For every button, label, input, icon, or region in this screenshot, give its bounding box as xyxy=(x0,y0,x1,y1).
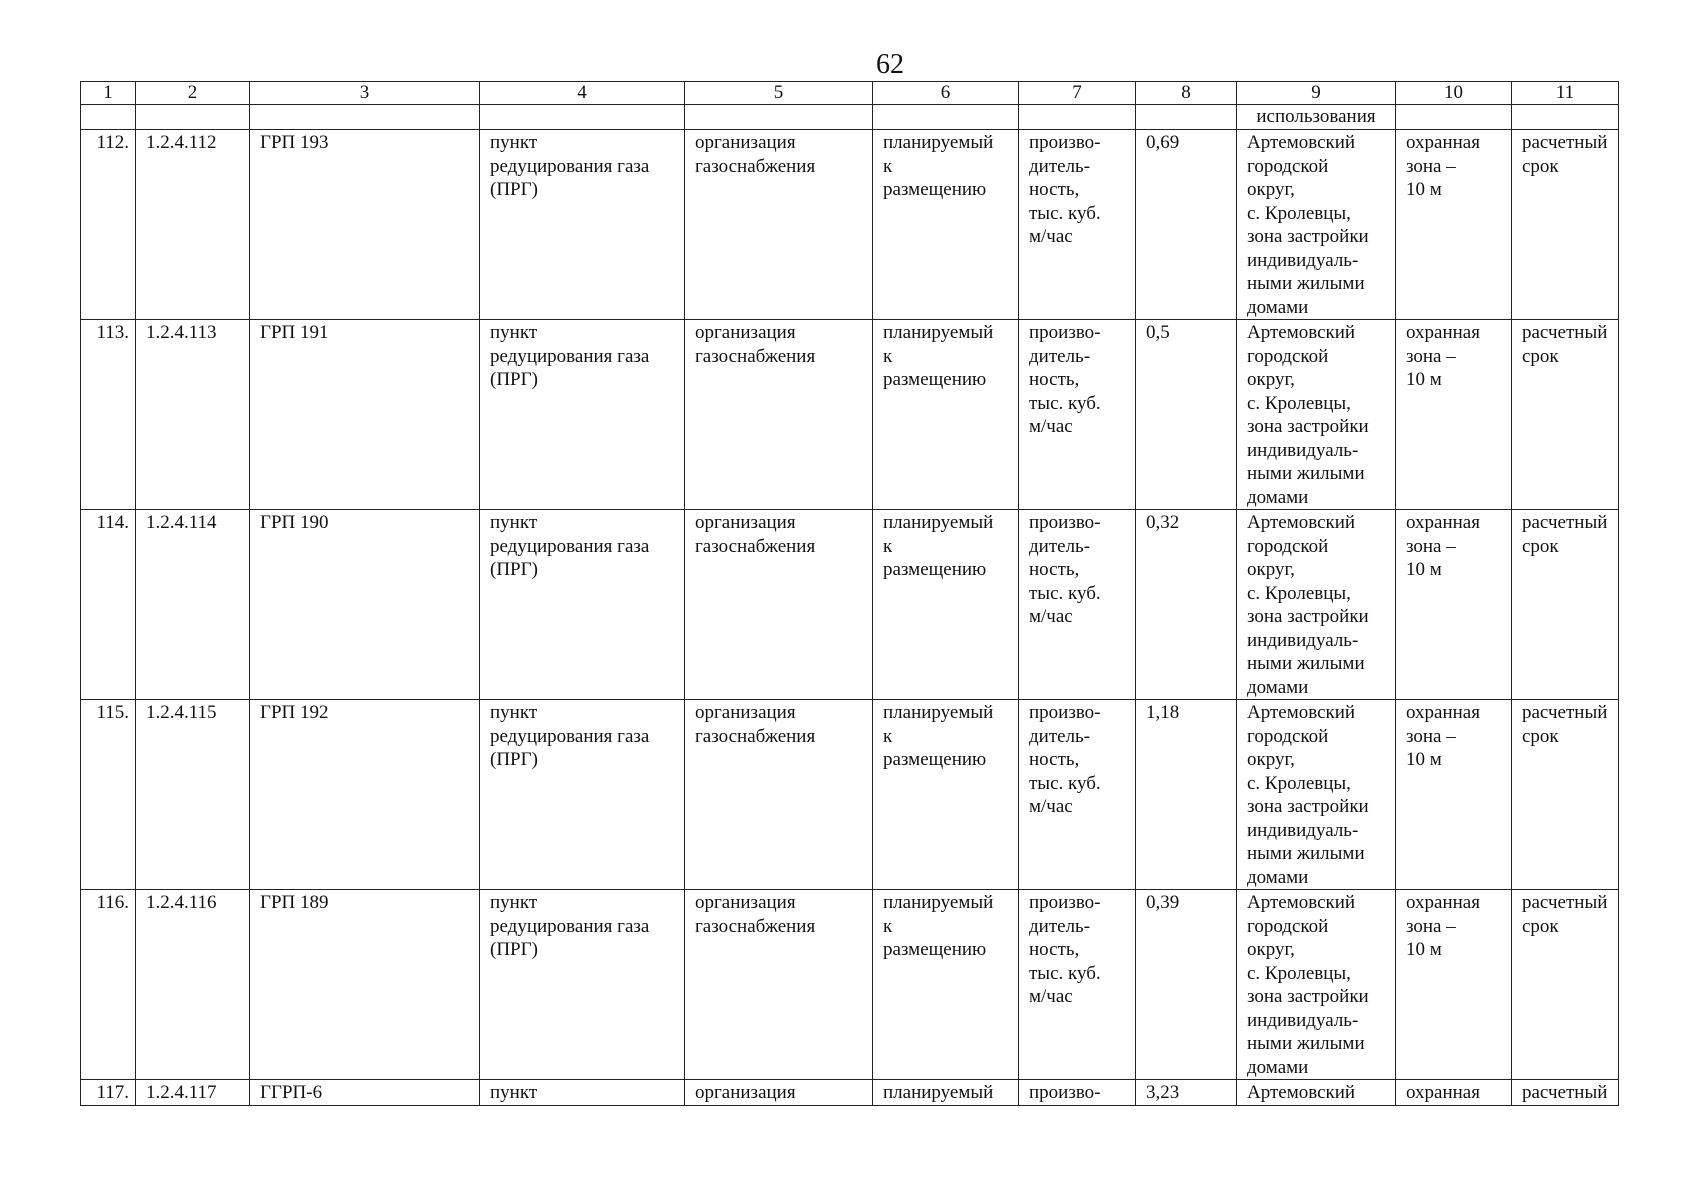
column-header: 3 xyxy=(250,82,480,105)
table-row xyxy=(81,510,1619,700)
table-row xyxy=(81,700,1619,890)
row-code: 1.2.4.112 xyxy=(136,130,250,320)
column-header: 6 xyxy=(873,82,1019,105)
column-header: 2 xyxy=(136,82,250,105)
location: Артемовский городской округ, с. Кролевцы, зона застройки индивидуаль- ными жилыми домами xyxy=(1237,510,1396,700)
zone: охранная зона – 10 м xyxy=(1396,130,1512,320)
row-number: 114. xyxy=(81,510,136,700)
row-number: 115. xyxy=(81,700,136,890)
continuation-cell xyxy=(873,105,1019,130)
row-code: 1.2.4.114 xyxy=(136,510,250,700)
object-type: пункт xyxy=(480,1080,685,1106)
object-type: пункт редуцирования газа (ПРГ) xyxy=(480,130,685,320)
status: планируемый к размещению xyxy=(873,890,1019,1080)
characteristic: произво- дитель- ность, тыс. куб. м/час xyxy=(1019,320,1136,510)
location: Артемовский городской округ, с. Кролевцы, зона застройки индивидуаль- ными жилыми домами xyxy=(1237,890,1396,1080)
object-name: ГРП 193 xyxy=(250,130,480,320)
location: Артемовский xyxy=(1237,1080,1396,1106)
continuation-cell xyxy=(1396,105,1512,130)
column-header: 1 xyxy=(81,82,136,105)
row-code: 1.2.4.113 xyxy=(136,320,250,510)
column-header: 11 xyxy=(1512,82,1619,105)
row-code: 1.2.4.115 xyxy=(136,700,250,890)
column-header: 9 xyxy=(1237,82,1396,105)
status: планируемый к размещению xyxy=(873,510,1019,700)
continuation-cell xyxy=(250,105,480,130)
continuation-row xyxy=(81,105,1619,130)
characteristic: произво- дитель- ность, тыс. куб. м/час xyxy=(1019,890,1136,1080)
table-row xyxy=(81,130,1619,320)
term: расчетный срок xyxy=(1512,700,1619,890)
value: 0,32 xyxy=(1136,510,1237,700)
row-number: 113. xyxy=(81,320,136,510)
term: расчетный срок xyxy=(1512,130,1619,320)
continuation-cell: использования xyxy=(1237,105,1396,130)
object-type: пункт редуцирования газа (ПРГ) xyxy=(480,700,685,890)
registry-table xyxy=(80,81,1619,1106)
characteristic: произво- дитель- ность, тыс. куб. м/час xyxy=(1019,700,1136,890)
value: 3,23 xyxy=(1136,1080,1237,1106)
characteristic: произво- xyxy=(1019,1080,1136,1106)
table-row xyxy=(81,320,1619,510)
column-number-row xyxy=(81,82,1619,105)
value: 1,18 xyxy=(1136,700,1237,890)
term: расчетный xyxy=(1512,1080,1619,1106)
column-header: 5 xyxy=(685,82,873,105)
row-number: 112. xyxy=(81,130,136,320)
continuation-cell xyxy=(1019,105,1136,130)
continuation-cell xyxy=(480,105,685,130)
object-name: ГРП 189 xyxy=(250,890,480,1080)
continuation-cell xyxy=(1512,105,1619,130)
object-type: пункт редуцирования газа (ПРГ) xyxy=(480,510,685,700)
characteristic: произво- дитель- ность, тыс. куб. м/час xyxy=(1019,510,1136,700)
column-header: 8 xyxy=(1136,82,1237,105)
page-number: 62 xyxy=(876,49,904,80)
status: планируемый к размещению xyxy=(873,320,1019,510)
zone: охранная зона – 10 м xyxy=(1396,700,1512,890)
object-type: пункт редуцирования газа (ПРГ) xyxy=(480,320,685,510)
table-row xyxy=(81,890,1619,1080)
object-name: ГРП 190 xyxy=(250,510,480,700)
characteristic: произво- дитель- ность, тыс. куб. м/час xyxy=(1019,130,1136,320)
object-name: ГРП 191 xyxy=(250,320,480,510)
value: 0,39 xyxy=(1136,890,1237,1080)
continuation-cell xyxy=(136,105,250,130)
row-number: 116. xyxy=(81,890,136,1080)
zone: охранная xyxy=(1396,1080,1512,1106)
value: 0,69 xyxy=(1136,130,1237,320)
row-code: 1.2.4.116 xyxy=(136,890,250,1080)
object-name: ГГРП-6 xyxy=(250,1080,480,1106)
column-header: 4 xyxy=(480,82,685,105)
continuation-cell xyxy=(685,105,873,130)
object-type: пункт редуцирования газа (ПРГ) xyxy=(480,890,685,1080)
object-name: ГРП 192 xyxy=(250,700,480,890)
zone: охранная зона – 10 м xyxy=(1396,510,1512,700)
continuation-cell xyxy=(81,105,136,130)
row-code: 1.2.4.117 xyxy=(136,1080,250,1106)
organization: организация газоснабжения xyxy=(685,130,873,320)
continuation-cell xyxy=(1136,105,1237,130)
location: Артемовский городской округ, с. Кролевцы, зона застройки индивидуаль- ными жилыми домами xyxy=(1237,700,1396,890)
organization: организация xyxy=(685,1080,873,1106)
location: Артемовский городской округ, с. Кролевцы, зона застройки индивидуаль- ными жилыми домами xyxy=(1237,130,1396,320)
organization: организация газоснабжения xyxy=(685,320,873,510)
status: планируемый xyxy=(873,1080,1019,1106)
column-header: 10 xyxy=(1396,82,1512,105)
organization: организация газоснабжения xyxy=(685,890,873,1080)
location: Артемовский городской округ, с. Кролевцы, зона застройки индивидуаль- ными жилыми домами xyxy=(1237,320,1396,510)
term: расчетный срок xyxy=(1512,510,1619,700)
organization: организация газоснабжения xyxy=(685,510,873,700)
column-header: 7 xyxy=(1019,82,1136,105)
zone: охранная зона – 10 м xyxy=(1396,320,1512,510)
value: 0,5 xyxy=(1136,320,1237,510)
organization: организация газоснабжения xyxy=(685,700,873,890)
zone: охранная зона – 10 м xyxy=(1396,890,1512,1080)
term: расчетный срок xyxy=(1512,890,1619,1080)
row-number: 117. xyxy=(81,1080,136,1106)
status: планируемый к размещению xyxy=(873,130,1019,320)
term: расчетный срок xyxy=(1512,320,1619,510)
table-row xyxy=(81,1080,1619,1106)
status: планируемый к размещению xyxy=(873,700,1019,890)
